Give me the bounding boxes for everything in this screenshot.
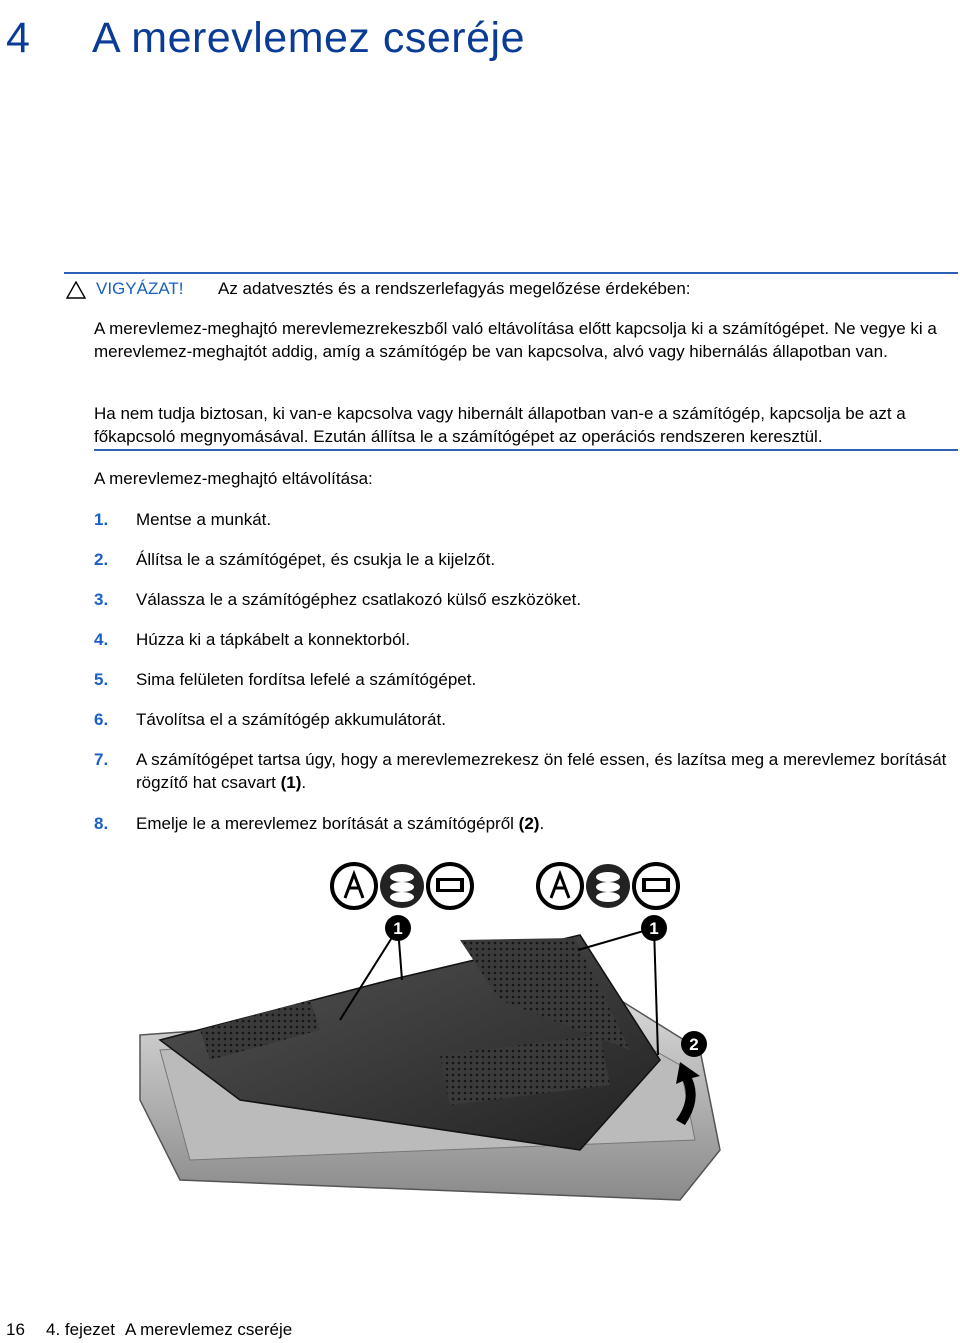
caution-paragraph-2: Ha nem tudja biztosan, ki van-e kapcsolva vagy hibernált állapotban van-e a számítógép, kapcsolja be azt a főkapcsoló megnyomásával. Ezután állítsa le a számítógépet az operációs rendszeren keresztül. (94, 404, 906, 446)
callout-1-left (385, 915, 411, 941)
step-item (94, 748, 958, 794)
step-number: 1. (94, 510, 109, 529)
step-number: 5. (94, 670, 109, 689)
callout-1-right (641, 915, 667, 941)
step-text-end: . (301, 773, 307, 792)
step-number: 3. (94, 590, 109, 609)
page-number: 16 (6, 1320, 25, 1339)
caution-paragraph-1: A merevlemez-meghajtó merevlemezrekeszből való eltávolítása előtt kapcsolja ki a számítógépet. Ne vegye ki a merevlemez-meghajtót addig, amíg a számítógép be van kapcsolva, alvó vagy hibernálás állapotban van. (94, 319, 937, 361)
step-number: 6. (94, 710, 109, 729)
callout-number: 2 (689, 1035, 699, 1054)
step-item (94, 588, 958, 611)
step-callout-ref: (1) (280, 773, 302, 792)
step-text: Állítsa le a számítógépet, és csukja le a kijelzőt. (136, 550, 496, 569)
step-item (94, 668, 958, 691)
step-text: Mentse a munkát. (136, 510, 272, 529)
step-item (94, 508, 958, 531)
step-item (94, 708, 958, 731)
procedure-intro: A merevlemez-meghajtó eltávolítása: (94, 469, 373, 488)
chapter-title-text: A merevlemez cseréje (92, 14, 525, 62)
caution-intro: Az adatvesztés és a rendszerlefagyás megelőzése érdekében: (218, 279, 691, 298)
footer-chapter: 4. fejezet (46, 1320, 115, 1339)
footer-title: A merevlemez cseréje (125, 1320, 293, 1339)
step-number: 7. (94, 750, 109, 769)
port-icons-right (538, 864, 678, 908)
step-item (94, 812, 958, 835)
callout-number: 1 (393, 919, 403, 938)
step-text: Sima felületen fordítsa lefelé a számítógépet. (136, 670, 477, 689)
step-text: Válassza le a számítógéphez csatlakozó külső eszközöket. (136, 590, 582, 609)
callout-2 (681, 1031, 707, 1057)
callout-number: 1 (649, 919, 659, 938)
chapter-title (6, 14, 525, 63)
step-number: 8. (94, 814, 109, 833)
port-icons-left (332, 864, 472, 908)
step-callout-ref: (2) (518, 814, 540, 833)
step-item (94, 628, 958, 651)
step-text: Emelje le a merevlemez borítását a számítógépről (136, 814, 519, 833)
caution-label: VIGYÁZAT! (96, 279, 184, 298)
chapter-number: 4 (6, 14, 31, 62)
hard-drive-cover-illustration (120, 850, 740, 1210)
step-text: Húzza ki a tápkábelt a konnektorból. (136, 630, 411, 649)
steps-list (94, 508, 958, 852)
step-text: A számítógépet tartsa úgy, hogy a merevlemezrekesz ön felé essen, és lazítsa meg a merevlemez borítását rögzítő hat csavart (136, 750, 947, 792)
caution-bottom-rule (94, 449, 958, 451)
step-text: Távolítsa el a számítógép akkumulátorát. (136, 710, 446, 729)
step-number: 4. (94, 630, 109, 649)
step-text-end: . (539, 814, 545, 833)
page-footer (6, 1320, 292, 1340)
step-number: 2. (94, 550, 109, 569)
warning-triangle-icon (66, 281, 86, 299)
step-item (94, 548, 958, 571)
caution-top-rule (64, 272, 958, 274)
